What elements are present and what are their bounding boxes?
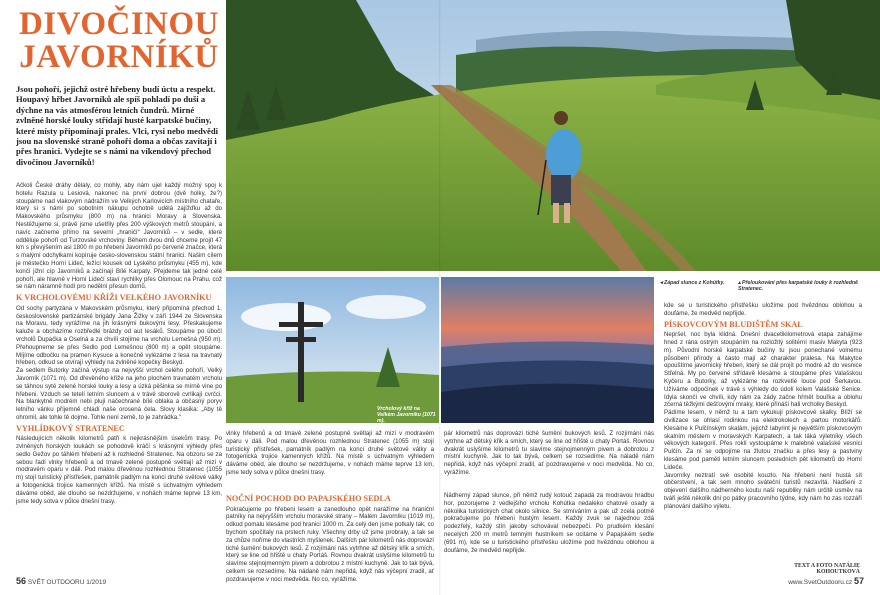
section-text-night-cont: pár kilometrů nás doprovází tiché šumění bukových lesů. Z rozjímání nás vytrhne až dětský křik a smích, který se line od hřiště u chaty Portáš. Rovnou dvakrát uslyšíme kilometrů tu slavíme stejnojmenným pivem a dobrotou z místní kuchyně. Jak to tak bývá, celkem se rozsedíme. Na náladě nám nepřidá, když nás výčepní zradil, ať pozdravujeme v noci medvěda. No co, vyrážíme. bbox=[444, 430, 654, 476]
title-line-2: JAVORNÍKŮ bbox=[19, 39, 219, 75]
section-text-cross-2: Za sedlem Butorky začíná výstup na nejvyšší vrchol celého pohoří, Velký Javorník (1071 m). Od dřevěného kříže na jeho plochém travnatém vrcholu se táhnou syté zelené horské louky a lesy a úzká pěšinka se mírně vine po hřebeni. Vzduch se tetelí letním sluncem a v trávě sborově cvrlikají cvrčci. Na blankytně modrém nebi plují načechrané bílé oblaka a občasný poryv letního vánku příjemně chladí naše orosená čela. Slovy klasika: „Aby tě ohromil, ale tohle tě dojme. Tohle není země, to je zahrádka.“ bbox=[16, 367, 222, 421]
sunset-photo bbox=[441, 277, 654, 423]
section-text-cross: Od sochy partyzána v Makovském průsmyku, který připomíná přechod 1. československé partizánské brigády Jana Žižky v září 1944 ze Slovenska na Moravu, tedy vyrážíme na jih krásnými bukovými lesy. Přeskakujeme kaluže a obcházíme rozbředlé brázdy od aut lesáků. Stoupáme po úbočí vrcholů Dupačka a Oselná a za chvíli stojíme na vrcholu Lemešná (950 m). Přehoupneme se přes Sedlo pod Lemešnou (800 m) a opět stoupáme. Míjíme odbočku na pramen Kysuce a konečně vylézáme z lesa na travnatý hřeben, odkud se otvírají výhledy na zvlněné kopečky Beskyd. bbox=[16, 304, 222, 367]
column-3 bbox=[444, 430, 654, 570]
sunset-illustration bbox=[441, 277, 654, 423]
section-text-night-2: Nádherný západ slunce, při němž rudý kotouč zapadá za modravou hradbu hor, pozorujeme z vedlejšího vrcholu Kohútka nedaleko chatové osady a několika turistických chat okolo silnice. Se stmíváním a pak už zcela potmě pokračujeme po hřebeni hustým lesem. Každý zvuk se najednou zdá podezřelý, každý stín jakoby schovával nebezpečí. Po prudkém klesání necelých 200 m metrů temným hustníkem se ocitáme v Papajském sedle (691 m), kde se u turistického přístřešku uložíme pod hvězdnou oblohou a doufáme, že medvěd nepřijde. bbox=[444, 492, 654, 554]
section-text-sandstone-2: Pádíme lesem, v němž tu a tam vykukují pískovcové skalky. Blíží se civilizace se ohlasí rodinkou na elektrokolech a partou motorkářů. Klesáme k Pulčínským skalám, jejichž labyrint je největším pískovcovým skalním městem v moravských Karpatech, a tak láká výletníky všech věkových kategorií. Přes roklí vystoupáme k malebné valašské vesnici Pulčín. Za ní se odpojíme na žlutou značku a přes lesy a pastviny klesáme pod paměti letním sluncem posledních pět kilometrů do Horní Lideče. bbox=[664, 409, 862, 471]
summit-cross-photo bbox=[226, 277, 439, 423]
section-text-stratenec: Následujících několik kilometrů patří k nejkrásnějším úsekům trasy. Po zvlněných horských loukách se pohodově kráčí s krásnými výhledy přes sedlo Gežov po táhlém hřebeni až k rozhledně Stratenec. Na obzoru se za sebou řadí vlnky hřebenů a od tmavě zelené postupně světlají až mizí v modravém oparu v dáli. Pod malou dřevěnou rozhlednou Stratenec (1055 m) stojí turistický přístřešek, památník padlým na konci druhé světové války a fotogenická trojice kamenných křížů. Na místě s úchvatným výhledem dáváme oběd, ale dlouho se nezdržujeme, v nohách máme teprve 13 km, jsme tedy sotva v půlce dnešní trasy. bbox=[16, 435, 222, 505]
summit-cross-illustration bbox=[226, 277, 439, 423]
hiker-meadow-illustration bbox=[226, 0, 880, 271]
caption-cross: Vrcholový kříž na Velkém Javorníku (1071 m). bbox=[377, 406, 436, 425]
hiker-meadow-photo bbox=[226, 0, 880, 271]
spread-fold bbox=[439, 0, 441, 595]
page-number-right: 57 bbox=[853, 576, 864, 586]
footer-left bbox=[16, 576, 106, 586]
section-text-night-end: kde se u turistického přístřešku uložíme pod hvězdnou oblohou a doufáme, že medvěd nepřijde. bbox=[664, 302, 862, 317]
column-4 bbox=[664, 302, 862, 510]
page-number-left: 56 bbox=[16, 576, 27, 586]
intro-paragraph: Ačkoli České dráhy dělaly, co mohly, aby nám ujel každý možný spoj k hotelu Razula u Lesiová, nakonec na první dobrou (dvě holky, že?) stoupáme nad vlakovým nádražím ve Velkých Karlovicích místního chataře, který si s námi po sobotním nákupu ochotně udělá zajížďku až do Makovského průsmyku (800 m) na hranici Moravy a Slovenska. Nestěžujeme si, právě jsme ušetřily přes 200 výškových metrů stoupání, a navíc začneme přímo na severní „hraničí“ Javorníků – v sedle, které odděluje pohoří od Turzovské vrchoviny. Během dvou dnů chceme projít 47 km s převýšením asi 1800 m po hřebeni Javorníků po červené značce, která s malými odchylkami kopíruje česko-slovenskou státní hranici. Našim cílem je městečko Horní Lideč, ležící kousek od Lyského průsmyku (455 m), kde končí jižní cíp Javorníků a začínají Bílé Karpaty. Přejdeme tak jedné celé pohoří, ale hlavně v Horní Lidečí staví rychlíky přes Olomouc na Prahu, což se nám náramně hodí pro nedělní přesun domů. bbox=[16, 182, 222, 291]
caption-arrow-up-icon: ▴ bbox=[738, 280, 743, 286]
section-heading-stratenec: VYHLÍDKOVÝ STRATENEC bbox=[16, 423, 125, 433]
column-2 bbox=[226, 430, 434, 583]
section-text-sandstone: Nepršel, noc byla klidná. Dnešní dvacetikilometrová etapa zahájíme hned z rána ostrým stoupáním na rozložitý solitérní masiv Makyta (923 m). Původní horské karpatské bučiny tu jsou ponechané volnému působení přírody a často mají až charakter pralesa. Na Makytce opouštíme javornický hřeben, který se dál projít po modré až do vesnice Střelná. My po červené střídavě klesáme a stoupáme přes Valašskou Kyčeru a Butorky, až vylézáme na rozkvetlé louce pod Šerkavou. Užíváme odpočinek v trávě s výhledy do údolí kolem Valašské Senice. Idyla skončí ve chvíli, kdy nám za zády začne hřmět bouřka a oblohu zčerná těžkými dešťovými mraky, které přináší hali vrcholky Beskyd. bbox=[664, 331, 862, 409]
caption-meadow: ▴ Přeloukování přes karpatské louky k rozhledně Stratenec. bbox=[738, 280, 858, 293]
section-heading-sandstone: PÍSKOVCOVÝM BLUDIŠTĚM SKAL bbox=[664, 319, 803, 329]
article-lead: Jsou pohoří, jejichž ostré hřebeny budí úctu a respekt. Houpavý hřbet Javorníků ale spíš pohladí po duši a dýchne na vás atmosférou letních čundrů. Mirné zvlněné horské louky střídají husté karpatské bučiny, které místy připomínají prales. Vlci, rysi nebo medvědi jsou na slovenské straně pohoří doma a občas zavítají i přes hranici. Vydejte se s námi na víkendový přechod divočinou Javorníků! bbox=[16, 84, 219, 167]
section-heading-cross: K VRCHOLOVÉMU KŘÍŽI VELKÉHO JAVORNÍKU bbox=[16, 293, 212, 303]
caption-sunset: ◂ Západ slunce z Kohútky. bbox=[660, 280, 725, 286]
magazine-issue-left: SVĚT OUTDOORU 1/2019 bbox=[27, 579, 107, 586]
section-text-stratenec-cont: vlnky hřebenů a od tmavě zelené postupně světlají až mizí v modravém oparu v dáli. Pod malou dřevěnou rozhlednou Stratenec (1055 m) stojí turistický přístřešek, památník padlým na konci druhé světové války a fotogenická trojice kamenných křížů. Na místě s úchvatným výhledem dáváme oběd, ale dlouho se nezdržujeme, v nohách máme teprve 13 km, jsme tedy sotva v půlce dnešní trasy. bbox=[226, 430, 434, 476]
magazine-url-right: www.SvetOutdooru.cz bbox=[788, 579, 853, 586]
left-column bbox=[16, 182, 222, 505]
footer-right bbox=[788, 576, 864, 586]
section-heading-night: NOČNÍ POCHOD DO PAPAJSKÉHO SEDLA bbox=[226, 494, 391, 503]
article-title bbox=[16, 8, 222, 74]
caption-arrow-icon: ◂ bbox=[660, 280, 665, 286]
title-line-1: DIVOČINOU bbox=[18, 6, 220, 42]
section-text-sandstone-3: Javorníky neztratí své osobité kouzlo. Na hřebeni není hustá sít občerstvení, a tak sem mnoho sváteční turistů nezavítá. Nadšeni z objevení dalšího nádherného koutu naší republiky nám určitě usměv na tváři ještě několik dní po pátky pracovního týdne, kdy nám ho zas rozzáří plánování dalšího výletu. bbox=[664, 471, 862, 510]
section-text-night: Pokračujeme po hřebeni lesem a zanedlouho opět narážíme na hraniční patníky na nejvyšším vrcholu moravské strany – Malém Javorníku (1019 m), odkud pomalu klesáme pod hranici 1000 m. Za celý den jsme potkaly tak, co bychom spočítaly na prstech ruky. Všechny drby už jsme probraly, a tak se za chůze noříme do vlastních myšlenek. Dalších pár kilometrů nás doprovází tiché šumění bukových lesů. Z rozjímání nás vytrhne až dětský křik a smích, který se line od hřiště u chaty Portáš. Rovnou dvakrát uslyšíme kilometrů tu slavíme stejnojmenným pivem a dobrotou z místní kuchyně. Jak to tak bývá, celkem se rozsedíme. Na nádaně nám nepřidá, když nás výčepní zradil, ať pozdravujeme v noci medvěda. No co, vyrážíme. bbox=[226, 505, 434, 583]
author-credit: TEXT A FOTO NATÁLIE KOHOUTKOVÁ bbox=[794, 563, 860, 575]
